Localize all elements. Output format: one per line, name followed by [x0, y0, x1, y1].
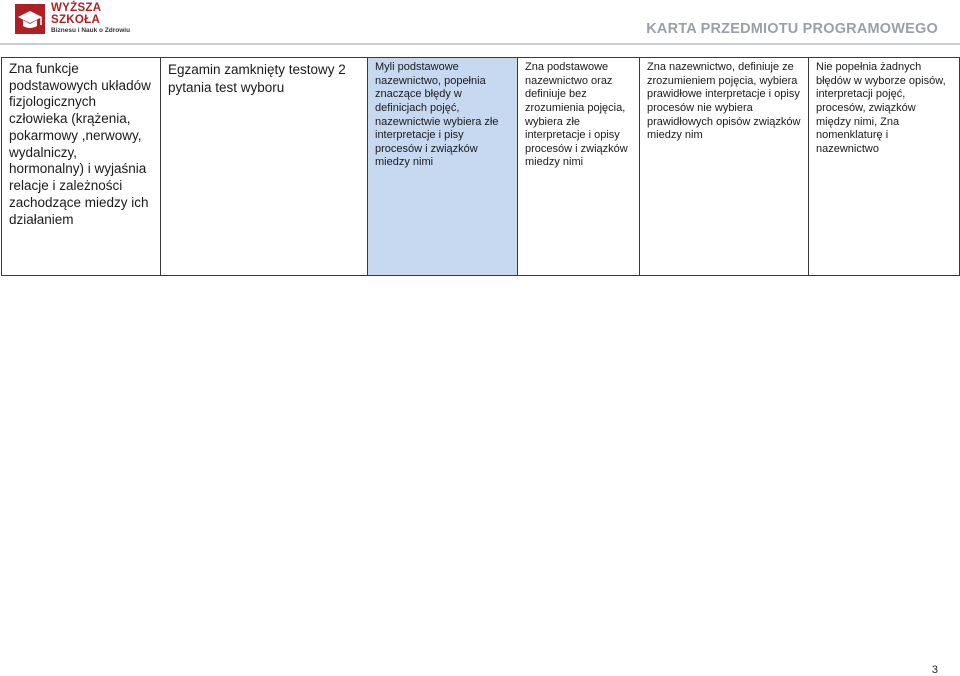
learning-effect-cell: Zna funkcje podstawowych układów fizjologicznych człowieka (krążenia, pokarmowy ,nerwowy, wydalniczy, hormonalny) i wyjaśnia relacje i zależności zachodzące miedzy ich działaniem [2, 58, 161, 276]
table-row [2, 58, 960, 276]
page-number: 3 [931, 664, 938, 676]
grade-cell-4: Zna nazewnictwo, definiuje ze zrozumieniem pojęcia, wybiera prawidłowe interpretacje i opisy procesów nie wybiera prawidłowych opisów związków miedzy nim [640, 58, 809, 276]
document-title: KARTA PRZEDMIOTU PROGRAMOWEGO [646, 21, 938, 37]
verification-method-cell: Egzamin zamknięty testowy 2 pytania test wyboru [161, 58, 368, 276]
assessment-criteria-table [1, 57, 960, 276]
grade-cell-5: Nie popełnia żadnych błędów w wyborze opisów, interpretacji pojęć, procesów, związków między nimi, Zna nomenklaturę i nazewnictwo [809, 58, 960, 276]
logo-subtitle: Biznesu i Nauk o Zdrowiu [51, 27, 131, 35]
header-divider [0, 43, 960, 45]
logo-name: WYŻSZA SZKOŁA [51, 2, 101, 26]
grade-cell-2: Myli podstawowe nazewnictwo, popełnia znaczące błędy w definicjach pojęć, nazewnictwie wybiera złe interpretacje i pisy procesów i związków miedzy nimi [368, 58, 518, 276]
grade-cell-3: Zna podstawowe nazewnictwo oraz definiuje bez zrozumienia pojęcia, wybiera złe interpretacje i opisy procesów i związków miedzy nimi [518, 58, 640, 276]
graduation-cap-icon [14, 3, 46, 35]
school-logo [14, 3, 138, 35]
